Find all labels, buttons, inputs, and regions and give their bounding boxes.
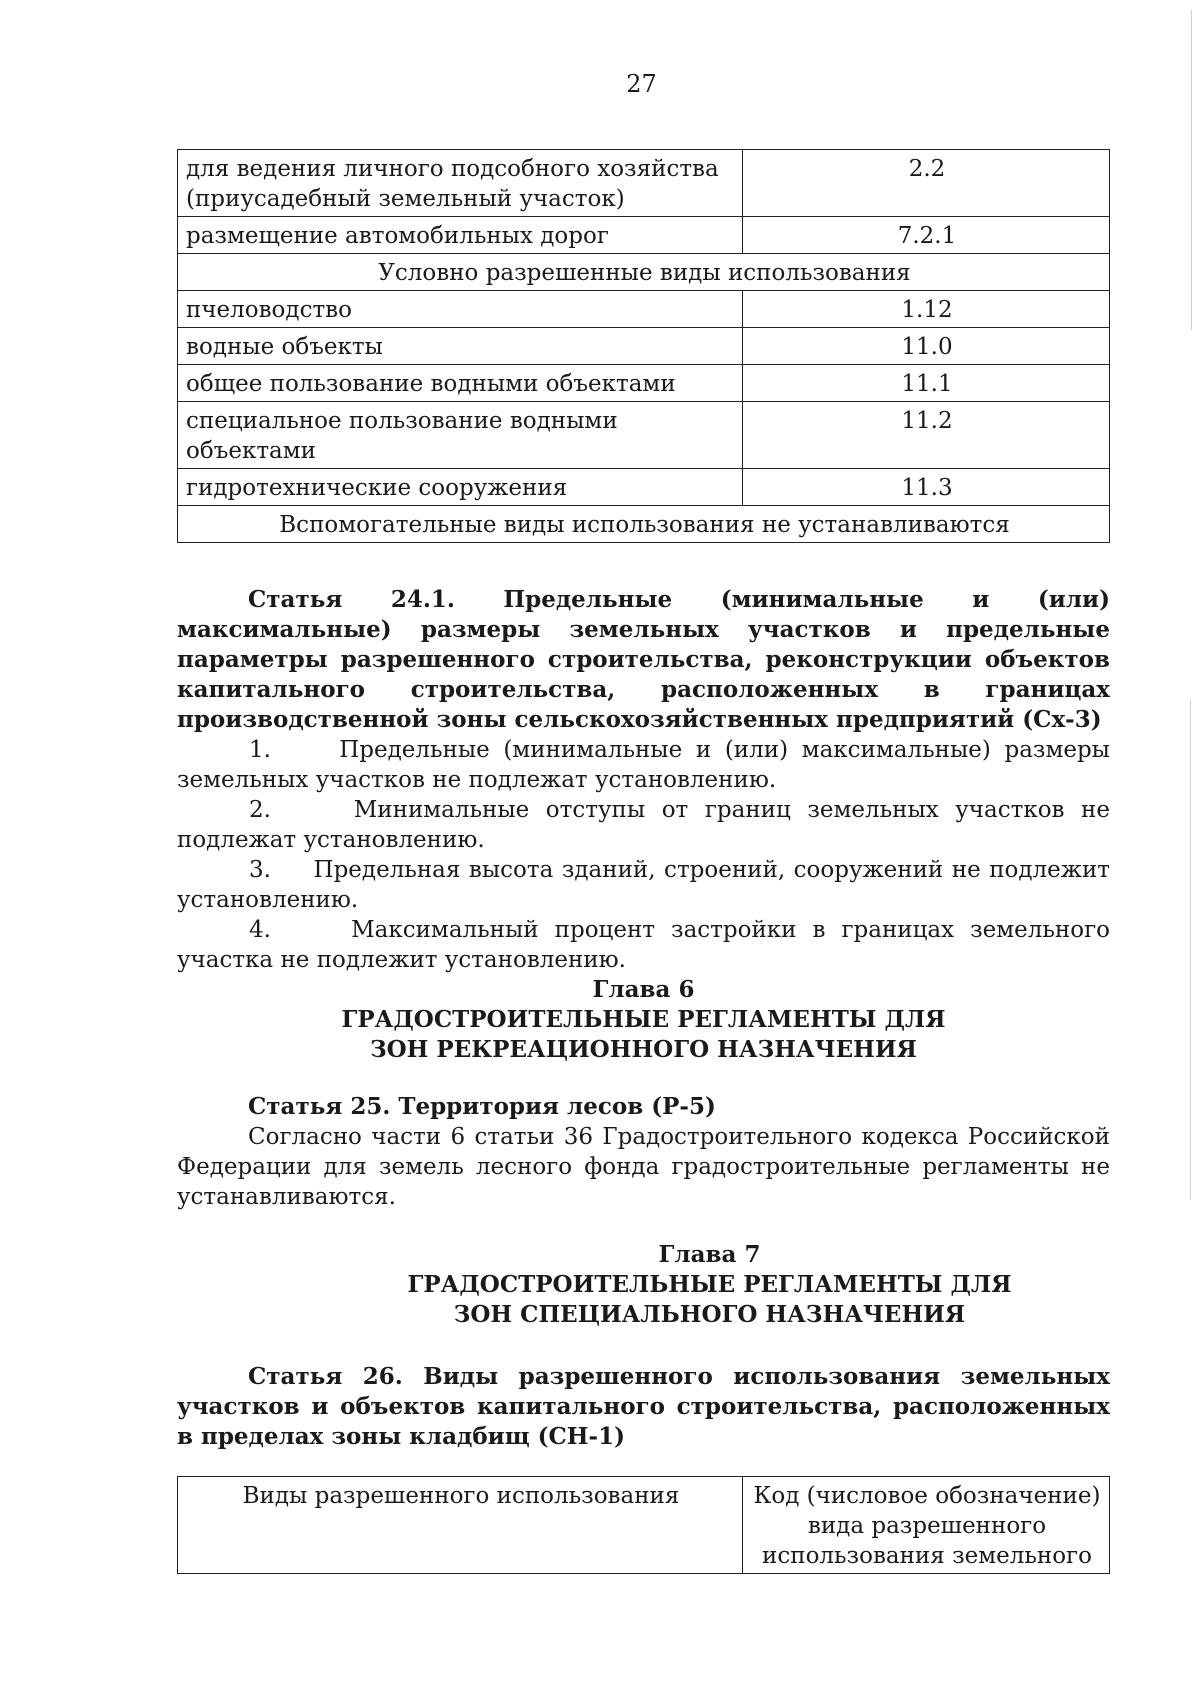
- table-cell-name: специальное пользование водными объектами: [178, 402, 743, 469]
- table-header-row: [178, 1477, 1110, 1574]
- table-cell-name: гидротехнические сооружения: [178, 469, 743, 506]
- table-row: [178, 217, 1110, 254]
- table-cell-code: 11.1: [743, 365, 1110, 402]
- chapter-7-heading: [243, 1240, 1176, 1330]
- table-cell-code: 7.2.1: [743, 217, 1110, 254]
- article-24-1-item: [177, 735, 1110, 795]
- article-24-1-item: [177, 855, 1110, 915]
- chapter-7-title-line1: ГРАДОСТРОИТЕЛЬНЫЕ РЕГЛАМЕНТЫ ДЛЯ: [407, 1271, 1012, 1298]
- table-header-uses: Виды разрешенного использования: [178, 1477, 743, 1574]
- table-cell-code: 11.2: [743, 402, 1110, 469]
- article-24-1: [177, 585, 1110, 975]
- table-row: [178, 365, 1110, 402]
- auxiliary-uses-note: Вспомогательные виды использования не устанавливаются: [178, 506, 1110, 543]
- item-number: 4.: [249, 917, 271, 943]
- article-26: [177, 1362, 1110, 1452]
- table-row: [178, 402, 1110, 469]
- article-25-text: Согласно части 6 статьи 36 Градостроительного кодекса Российской Федерации для земель лесного фонда градостроительные регламенты не устанавливаются.: [177, 1124, 1110, 1210]
- scan-edge-mark: [1190, 700, 1191, 1200]
- table-row: [178, 328, 1110, 365]
- table-cell-code: 11.0: [743, 328, 1110, 365]
- scan-edge-mark: [1191, 10, 1192, 330]
- chapter-6-title-line2: ЗОН РЕКРЕАЦИОННОГО НАЗНАЧЕНИЯ: [370, 1036, 917, 1063]
- table-cell-code: 1.12: [743, 291, 1110, 328]
- table-cell-name: для ведения личного подсобного хозяйства (приусадебный земельный участок): [178, 150, 743, 217]
- table-cell-name: размещение автомобильных дорог: [178, 217, 743, 254]
- item-text: Минимальные отступы от границ земельных участков не подлежат установлению.: [177, 797, 1110, 853]
- article-26-title: Статья 26. Виды разрешенного использования земельных участков и объектов капитального строительства, расположенных в пределах зоны кладбищ (СН-1): [177, 1363, 1110, 1450]
- item-number: 3.: [249, 857, 271, 883]
- table-section-header: [178, 254, 1110, 291]
- item-text: Максимальный процент застройки в границах земельного участка не подлежит установлению.: [177, 917, 1110, 973]
- chapter-6-heading: [177, 975, 1110, 1065]
- conditional-uses-header: Условно разрешенные виды использования: [178, 254, 1110, 291]
- land-use-table: [177, 149, 1110, 543]
- cemetery-zone-table: [177, 1476, 1110, 1574]
- item-number: 1.: [249, 737, 271, 763]
- page-number: 27: [626, 70, 657, 98]
- article-25: [177, 1092, 1110, 1212]
- table-cell-name: пчеловодство: [178, 291, 743, 328]
- table-cell-name: общее пользование водными объектами: [178, 365, 743, 402]
- table-row: [178, 469, 1110, 506]
- table-header-code: Код (числовое обозначение) вида разрешенного использования земельного: [743, 1477, 1110, 1574]
- item-number: 2.: [249, 797, 271, 823]
- table-cell-code: 2.2: [743, 150, 1110, 217]
- article-24-1-item: [177, 795, 1110, 855]
- article-25-title: Статья 25. Территория лесов (Р-5): [248, 1093, 716, 1120]
- chapter-6-label: Глава 6: [592, 976, 695, 1003]
- item-text: Предельные (минимальные и (или) максимальные) размеры земельных участков не подлежат установлению.: [177, 737, 1110, 793]
- table-section-footer: [178, 506, 1110, 543]
- article-24-1-item: [177, 915, 1110, 975]
- article-24-1-title: Статья 24.1. Предельные (минимальные и (или) максимальные) размеры земельных участков и предельные параметры разрешенного строительства, реконструкции объектов капитального строительства, расположенных в границах производственной зоны сельскохозяйственных предприятий (Сх-3): [177, 586, 1110, 733]
- chapter-7-title-line2: ЗОН СПЕЦИАЛЬНОГО НАЗНАЧЕНИЯ: [453, 1301, 966, 1328]
- table-row: [178, 291, 1110, 328]
- item-text: Предельная высота зданий, строений, сооружений не подлежит установлению.: [177, 857, 1110, 913]
- table-cell-code: 11.3: [743, 469, 1110, 506]
- chapter-7-label: Глава 7: [658, 1241, 761, 1268]
- table-cell-name: водные объекты: [178, 328, 743, 365]
- chapter-6-title-line1: ГРАДОСТРОИТЕЛЬНЫЕ РЕГЛАМЕНТЫ ДЛЯ: [341, 1006, 946, 1033]
- table-row: [178, 150, 1110, 217]
